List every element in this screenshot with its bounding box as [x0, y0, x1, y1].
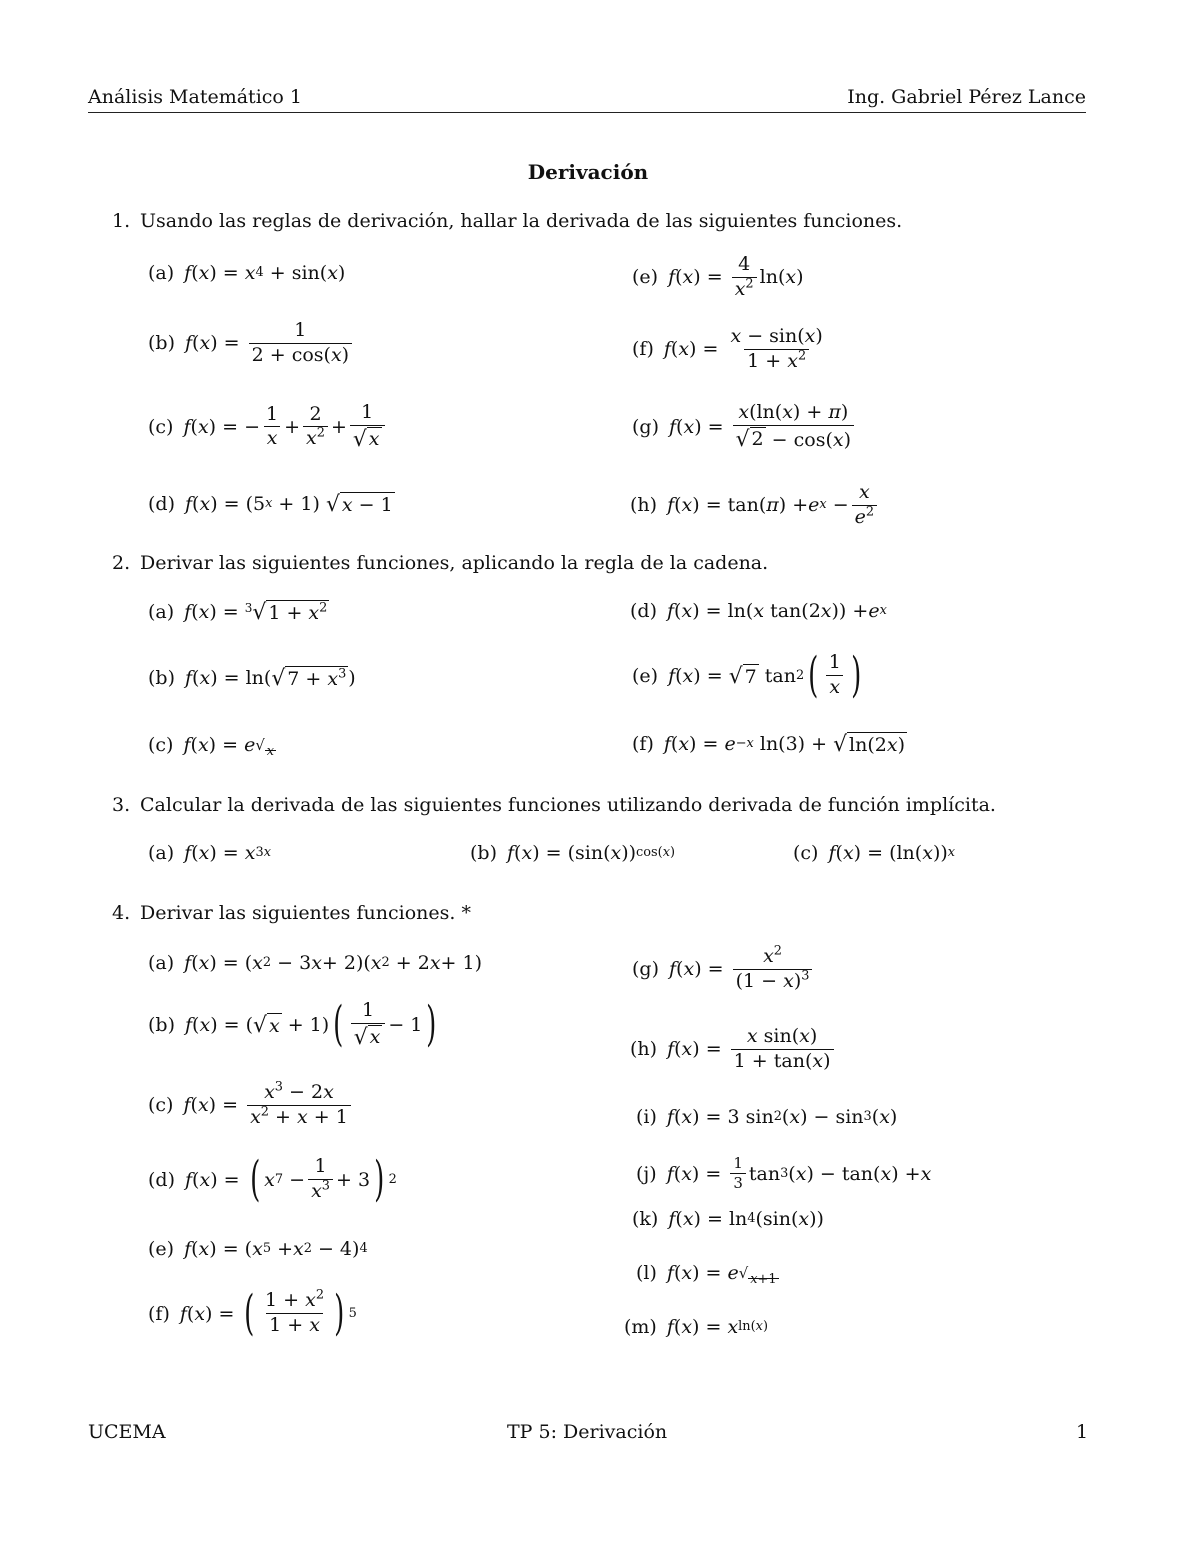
- page-number: 1: [1076, 1421, 1089, 1443]
- exercise-4d: (d) f ( x ) = ( x 7 − $\frac{1}{x^3}$ + 3 ) 2: [148, 1152, 397, 1207]
- exercise-1d: (d) f ( x ) = (5 x + 1) √ x − 1: [148, 492, 393, 518]
- exercise-4i: (i) f ( x ) = 3 sin 2 ( x ) − sin 3 ( x ): [636, 1106, 898, 1128]
- exercise-4h: (h) f ( x ) = $\frac{\text{x sin(x)}}{1 + \tan(x)}$: [630, 1026, 837, 1073]
- exercise-2e: (e) f ( x ) = √ 7 tan 2 ( $\frac{1}{x}$ ): [632, 648, 862, 703]
- question-number: 4.: [112, 902, 131, 924]
- question-text: Derivar las siguientes funciones. *: [140, 902, 471, 924]
- page-title: Derivación: [527, 160, 649, 184]
- exercise-4e: (e) f ( x ) = ( x 5 + x 2 − 4) 4: [148, 1238, 368, 1260]
- question-text: Derivar las siguientes funciones, aplicando la regla de la cadena.: [140, 552, 769, 574]
- page-header: [88, 86, 1086, 113]
- question-3: [112, 794, 996, 816]
- exercise-3b: (b) f ( x ) = (sin( x )) cos(x): [470, 842, 676, 864]
- course-name: Análisis Matemático 1: [88, 86, 302, 108]
- exercise-1h: (h) f ( x ) = tan( π ) + e x − $\frac{x}{e^2}$: [630, 482, 880, 529]
- exercise-4a: (a) f ( x ) = ( x 2 − 3 x + 2)( x 2 + 2 x + 1): [148, 952, 483, 974]
- question-number: 2.: [112, 552, 131, 574]
- author-name: Ing. Gabriel Pérez Lance: [847, 86, 1086, 108]
- exercise-4b: (b) f ( x ) = ( √ x + 1) ( 1 √ x − 1 ): [148, 997, 437, 1053]
- question-2: [112, 552, 768, 574]
- exercise-2a: (a) f ( x ) = $^3$√ $1 + x^2$: [148, 600, 328, 626]
- question-text: Calcular la derivada de las siguientes funciones utilizando derivada de función implícita.: [140, 794, 996, 816]
- exercise-2b: (b) f ( x ) = ln( √ $7 + x^3$ ): [148, 666, 356, 692]
- exercise-4g: (g) f ( x ) = $\frac{x^2}{(1 - x)^3}$: [632, 946, 815, 993]
- exercise-1f: (f) f ( x ) = $\frac{x - \sin(x)}{1 + x^2}$: [632, 325, 823, 372]
- exercise-2c: (c) f ( x ) = e √ x: [148, 734, 275, 760]
- question-number: 1.: [112, 210, 131, 232]
- exercise-4k: (k) f ( x ) = ln 4 (sin( x )): [632, 1208, 824, 1230]
- exercise-1b: (b) f ( x ) = $\frac{1}{2 + \cos(x)}$: [148, 320, 355, 367]
- question-number: 3.: [112, 794, 131, 816]
- exercise-4j: (j) f ( x ) = $\frac{1}{3}$ tan 3 ( x ) − tan( x ) + x: [636, 1154, 932, 1193]
- footer-title: TP 5: Derivación: [507, 1421, 668, 1443]
- exercise-4c: (c) f ( x ) = $\frac{x^3 - 2x}{x^2 + x + 1}$: [148, 1082, 354, 1129]
- exercise-3c: (c) f ( x ) = (ln( x )) x: [793, 842, 956, 864]
- question-text: Usando las reglas de derivación, hallar la derivada de las siguientes funciones.: [140, 210, 903, 232]
- exercise-1c: (c) f ( x ) = − $\frac{1}{x}$ + $\frac{2}{x^2}$ + 1 √ x: [148, 402, 388, 452]
- exercise-1g: (g) f ( x ) = x(ln(x) + π) √ 2 − cos(x): [632, 402, 857, 452]
- exercise-2d: (d) f ( x ) = ln( x tan(2 x )) + e x: [630, 600, 887, 622]
- exercise-3a: (a) f ( x ) = x 3x: [148, 842, 271, 864]
- exercise-4l: (l) f ( x ) = e √ x+1: [636, 1262, 777, 1288]
- exercise-4f: (f) f ( x ) = ( $\frac{1 + x^2}{1 + x}$ ) 5: [148, 1286, 357, 1341]
- question-4: [112, 902, 471, 924]
- exercise-1e: (e) f ( x ) = $\frac{4}{x^2}$ ln( x ): [632, 253, 804, 300]
- exercise-1a: (a) f ( x ) = x 4 + sin( x ): [148, 262, 346, 284]
- exercise-4m: (m) f ( x ) = x ln(x): [624, 1316, 768, 1338]
- exercise-2f: (f) f ( x ) = e −x ln(3) + √ ln(2x): [632, 732, 905, 758]
- question-1: [112, 210, 902, 232]
- footer-institution: UCEMA: [88, 1421, 166, 1443]
